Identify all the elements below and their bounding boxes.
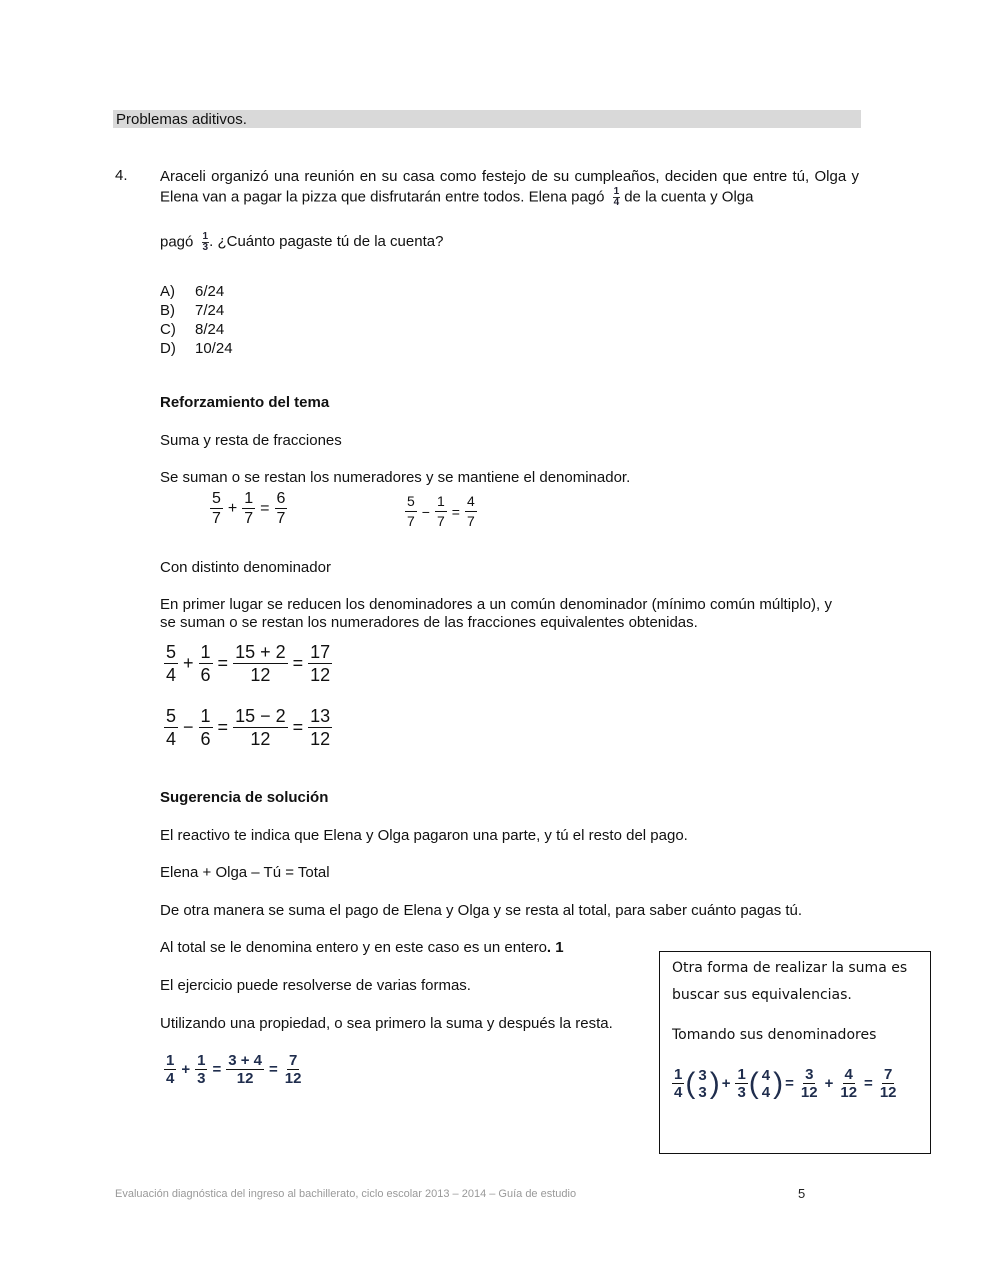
suggestion-paragraph-6: Utilizando una propiedad, o sea primero la suma y después la resta. bbox=[160, 1015, 613, 1032]
suggestion-paragraph-2: Elena + Olga – Tú = Total bbox=[160, 864, 330, 881]
question-number: 4. bbox=[115, 167, 128, 184]
question-text-part3: pagó bbox=[160, 233, 194, 251]
page-number: 5 bbox=[798, 1186, 806, 1201]
question-text-part2: de la cuenta y Olga bbox=[624, 188, 754, 206]
option-a[interactable]: A) 6/24 bbox=[160, 283, 225, 300]
different-denominator-text: En primer lugar se reducen los denominadores a un común denominador (mínimo común múltiplo), y se suman o se restan los numeradores de las fracciones equivalentes obtenidas. bbox=[160, 596, 832, 631]
box-line-3: Tomando sus denominadores bbox=[672, 1027, 877, 1043]
suggestion-heading: Sugerencia de solución bbox=[160, 789, 329, 806]
whole-value: . 1 bbox=[546, 939, 564, 956]
fraction-olga: $\frac{1}{3}$ bbox=[202, 231, 209, 253]
question-text bbox=[160, 167, 859, 208]
option-d[interactable]: D) 10/24 bbox=[160, 340, 233, 357]
equation-difference-same-denominator: 5 7 − $\frac{1}{7}$ = $\frac{4}{7}$ bbox=[407, 493, 475, 529]
box-line-2: buscar sus equivalencias. bbox=[672, 987, 852, 1003]
suggestion-paragraph-1: El reactivo te indica que Elena y Olga pagaron una parte, y tú el resto del pago. bbox=[160, 827, 688, 844]
fraction-elena: $\frac{1}{4}$ bbox=[613, 186, 620, 208]
box-line-1: Otra forma de realizar la suma es bbox=[672, 960, 908, 976]
page-footer: Evaluación diagnóstica del ingreso al bachillerato, ciclo escolar 2013 – 2014 – Guía de estudio bbox=[115, 1188, 577, 1200]
question-text-line3 bbox=[160, 232, 859, 253]
section-title: Problemas aditivos. bbox=[116, 111, 247, 128]
equation-solution: 1 4 + $\frac{1}{3}$ = $\frac{3 + 4}{12}$ = $\frac{7}{12}$ bbox=[166, 1052, 302, 1087]
reinforcement-heading: Reforzamiento del tema bbox=[160, 394, 330, 411]
suggestion-paragraph-3: De otra manera se suma el pago de Elena y Olga y se resta al total, para saber cuánto pagas tú. bbox=[160, 902, 803, 919]
suggestion-paragraph-5: El ejercicio puede resolverse de varias formas. bbox=[160, 977, 471, 994]
equation-sum-different-denominator: 5 4 + $\frac{1}{6}$ = $\frac{15 + 2}{12}$ = $\frac{17}{12}$ bbox=[166, 642, 331, 685]
alternative-method-box bbox=[659, 951, 931, 1154]
same-denominator-text: Se suman o se restan los numeradores y se mantiene el denominador. bbox=[160, 469, 631, 486]
suggestion-paragraph-4: Al total se le denomina entero y en este caso es un entero. 1 bbox=[160, 939, 564, 956]
option-c[interactable]: C) 8/24 bbox=[160, 321, 225, 338]
section-header-band bbox=[113, 110, 861, 128]
question-text-part1: Araceli organizó una reunión en su casa como festejo de su cumpleaños, deciden que entre tú, Olga y Elena van a pagar la pizza que disfrutarán entre todos. Elena pagó bbox=[160, 168, 859, 206]
equation-difference-different-denominator: 5 4 − $\frac{1}{6}$ = $\frac{15 - 2}{12}$ = $\frac{13}{12}$ bbox=[166, 706, 331, 749]
question-text-part4: . ¿Cuánto pagaste tú de la cuenta? bbox=[209, 233, 444, 251]
answer-options bbox=[160, 282, 233, 358]
option-b[interactable]: B) 7/24 bbox=[160, 302, 225, 319]
equation-sum-same-denominator: 5 7 + $\frac{1}{7}$ = $\frac{6}{7}$ bbox=[212, 490, 286, 527]
different-denominator-title: Con distinto denominador bbox=[160, 559, 331, 576]
reinforcement-subtitle: Suma y resta de fracciones bbox=[160, 432, 342, 449]
box-equation: 1 4 ( 3 3 ) + $\frac{1}{3}$ ( 4 4 ) = $\frac{3}{12}$ + $\frac{4}{12}$ = $\frac{7}{12}$ bbox=[674, 1066, 897, 1101]
